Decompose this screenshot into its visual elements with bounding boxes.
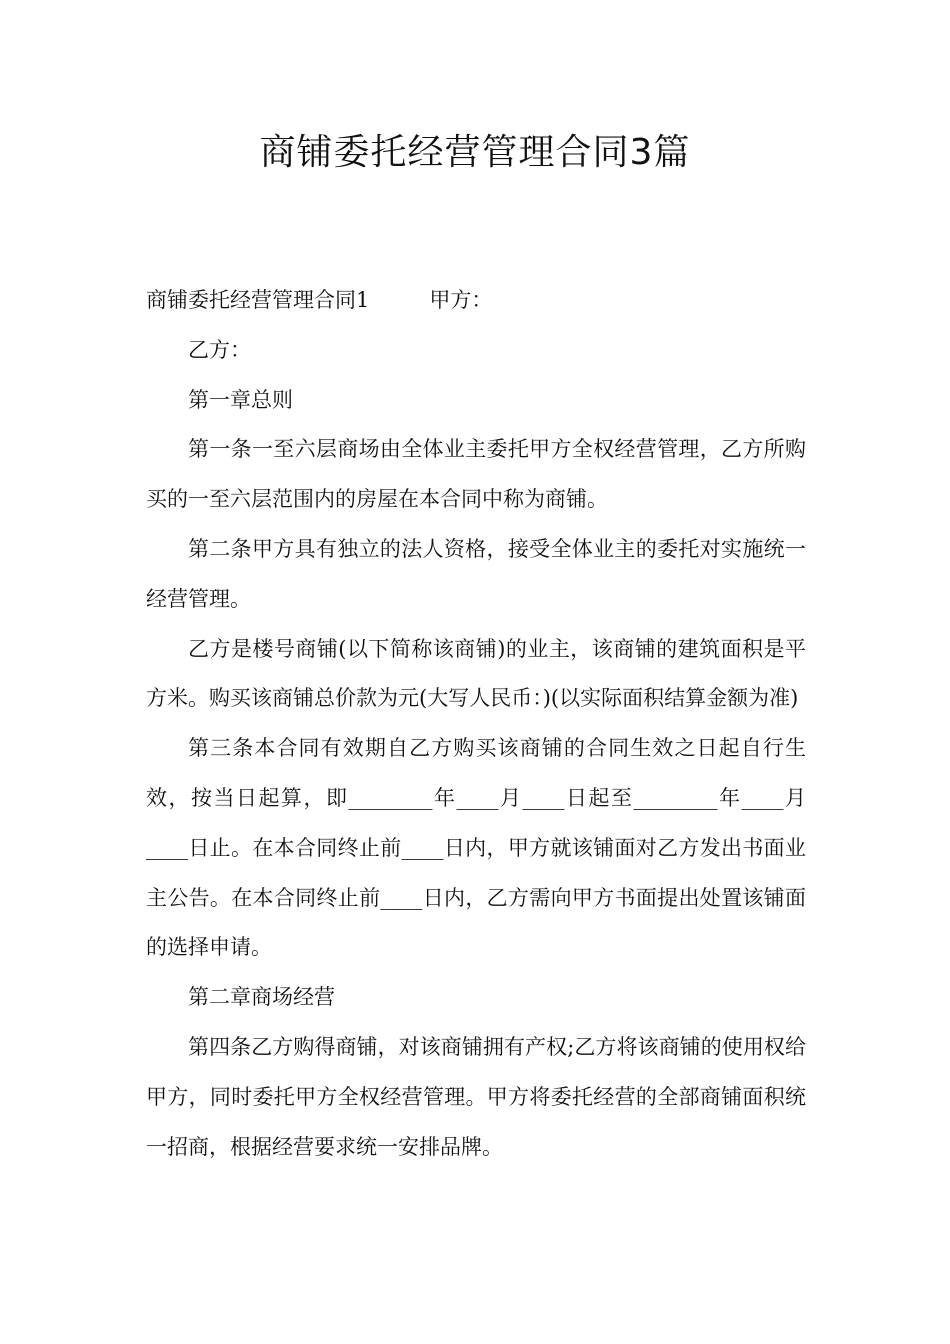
chapter-heading: 第二章商场经营: [188, 985, 335, 1010]
article-paragraph: 乙方是楼号商铺(以下简称该商铺)的业主，该商铺的建筑面积是平方米。购买该商铺总价款为元(大写人民币：)(以实际面积结算金额为准): [146, 636, 806, 711]
contract-subtitle: 商铺委托经营管理合同1: [146, 288, 370, 312]
party-a-label: 甲方：: [429, 288, 493, 312]
document-title: 商铺委托经营管理合同3篇: [259, 132, 691, 173]
article-paragraph: 第三条本合同有效期自乙方购买该商铺的合同生效之日起自行生效，按当日起算，即________年____月____日起至________年____月____日止。在本合同终止前____日内，甲方就该铺面对乙方发出书面业主公告。在本合同终止前____日内，乙方需向甲方书面提出处置该铺面的选择申请。: [146, 736, 806, 960]
article-paragraph: 第二条甲方具有独立的法人资格，接受全体业主的委托对实施统一经营管理。: [146, 536, 806, 611]
article-paragraph: 第四条乙方购得商铺，对该商铺拥有产权;乙方将该商铺的使用权给甲方，同时委托甲方全权经营管理。甲方将委托经营的全部商铺面积统一招商，根据经营要求统一安排品牌。: [146, 1034, 806, 1159]
chapter-heading: 第一章总则: [188, 387, 293, 412]
party-b-label: 乙方：: [188, 337, 251, 362]
contract-heading-line: [146, 276, 806, 326]
article-paragraph: 第一条一至六层商场由全体业主委托甲方全权经营管理，乙方所购买的一至六层范围内的房屋在本合同中称为商铺。: [146, 437, 806, 512]
document-body: [146, 276, 806, 1172]
